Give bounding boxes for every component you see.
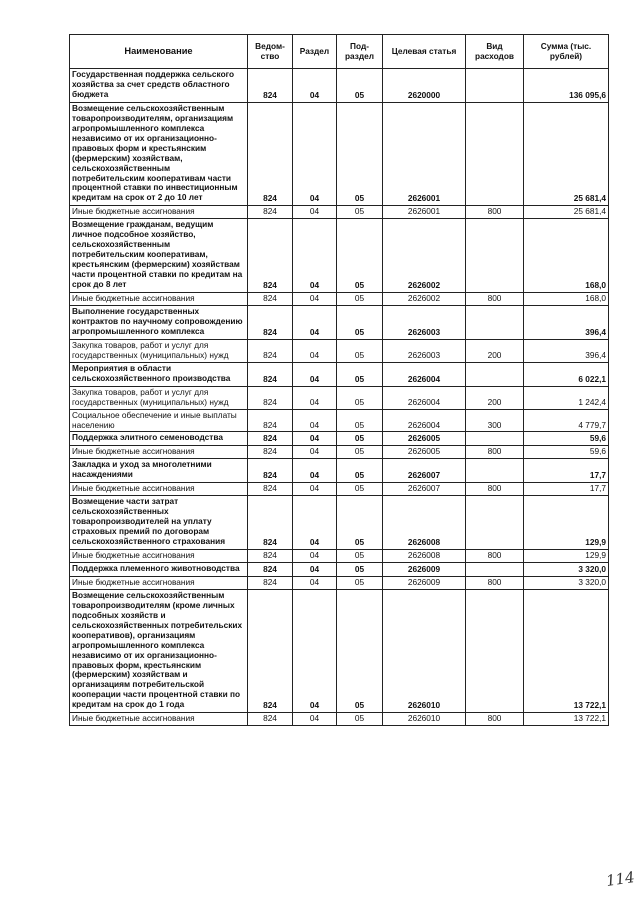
table-body bbox=[70, 69, 609, 726]
cell-name: Иные бюджетные ассигнования bbox=[70, 206, 248, 219]
table-row bbox=[70, 562, 609, 576]
cell-subsection: 05 bbox=[337, 576, 383, 589]
cell-section: 04 bbox=[293, 713, 337, 726]
cell-dept: 824 bbox=[248, 102, 293, 206]
cell-name: Иные бюджетные ассигнования bbox=[70, 713, 248, 726]
cell-subsection: 05 bbox=[337, 459, 383, 483]
cell-subsection: 05 bbox=[337, 409, 383, 432]
cell-exp-type bbox=[466, 432, 524, 446]
cell-dept: 824 bbox=[248, 69, 293, 103]
cell-target: 2626002 bbox=[383, 293, 466, 306]
budget-table bbox=[69, 34, 609, 726]
cell-name: Социальное обеспечение и иные выплаты населению bbox=[70, 409, 248, 432]
cell-dept: 824 bbox=[248, 206, 293, 219]
cell-target: 2626003 bbox=[383, 305, 466, 339]
cell-section: 04 bbox=[293, 386, 337, 409]
cell-sum: 168,0 bbox=[524, 219, 609, 293]
cell-exp-type: 200 bbox=[466, 386, 524, 409]
cell-section: 04 bbox=[293, 576, 337, 589]
table-row bbox=[70, 589, 609, 712]
cell-sum: 396,4 bbox=[524, 339, 609, 362]
cell-dept: 824 bbox=[248, 496, 293, 550]
table-row bbox=[70, 459, 609, 483]
cell-subsection: 05 bbox=[337, 339, 383, 362]
cell-subsection: 05 bbox=[337, 206, 383, 219]
cell-section: 04 bbox=[293, 589, 337, 712]
cell-subsection: 05 bbox=[337, 589, 383, 712]
cell-section: 04 bbox=[293, 549, 337, 562]
cell-section: 04 bbox=[293, 432, 337, 446]
cell-name: Возмещение гражданам, ведущим личное подсобное хозяйство, сельскохозяйственным потребительским кооперативам, крестьянским (фермерским) хозяйствам части процентной ставки по кредитам на срок до 8 лет bbox=[70, 219, 248, 293]
cell-target: 2626004 bbox=[383, 386, 466, 409]
cell-dept: 824 bbox=[248, 713, 293, 726]
cell-section: 04 bbox=[293, 206, 337, 219]
cell-name: Иные бюджетные ассигнования bbox=[70, 576, 248, 589]
cell-exp-type: 200 bbox=[466, 339, 524, 362]
header-target: Целевая статья bbox=[383, 35, 466, 69]
cell-subsection: 05 bbox=[337, 219, 383, 293]
cell-target: 2626003 bbox=[383, 339, 466, 362]
cell-target: 2626009 bbox=[383, 576, 466, 589]
table-row bbox=[70, 339, 609, 362]
cell-dept: 824 bbox=[248, 576, 293, 589]
cell-sum: 25 681,4 bbox=[524, 206, 609, 219]
table-row bbox=[70, 713, 609, 726]
cell-name: Мероприятия в области сельскохозяйственного производства bbox=[70, 362, 248, 386]
table-row bbox=[70, 362, 609, 386]
cell-dept: 824 bbox=[248, 219, 293, 293]
cell-target: 2626005 bbox=[383, 446, 466, 459]
table-row bbox=[70, 102, 609, 206]
cell-sum: 25 681,4 bbox=[524, 102, 609, 206]
table-row bbox=[70, 446, 609, 459]
cell-section: 04 bbox=[293, 69, 337, 103]
cell-section: 04 bbox=[293, 562, 337, 576]
table-row bbox=[70, 293, 609, 306]
cell-exp-type: 800 bbox=[466, 576, 524, 589]
header-sum: Сумма (тыс. рублей) bbox=[524, 35, 609, 69]
cell-section: 04 bbox=[293, 339, 337, 362]
cell-dept: 824 bbox=[248, 409, 293, 432]
cell-name: Поддержка элитного семеноводства bbox=[70, 432, 248, 446]
cell-name: Возмещение сельскохозяйственным товаропроизводителям, организациям агропромышленного комплекса независимо от их организационно-правовых форм и крестьянским (фермерским) хозяйствам, сельскохозяйственным потребительским кооперативам части процентной ставки по инвестиционным кредитам на срок от 2 до 10 лет bbox=[70, 102, 248, 206]
cell-dept: 824 bbox=[248, 339, 293, 362]
table-header-row bbox=[70, 35, 609, 69]
cell-section: 04 bbox=[293, 496, 337, 550]
cell-exp-type bbox=[466, 69, 524, 103]
table-row bbox=[70, 219, 609, 293]
cell-target: 2626009 bbox=[383, 562, 466, 576]
cell-subsection: 05 bbox=[337, 713, 383, 726]
cell-target: 2626007 bbox=[383, 483, 466, 496]
cell-name: Иные бюджетные ассигнования bbox=[70, 483, 248, 496]
cell-target: 2626002 bbox=[383, 219, 466, 293]
cell-exp-type: 300 bbox=[466, 409, 524, 432]
cell-dept: 824 bbox=[248, 446, 293, 459]
cell-section: 04 bbox=[293, 362, 337, 386]
cell-target: 2626005 bbox=[383, 432, 466, 446]
page-number-mark: 114 bbox=[604, 868, 636, 890]
cell-exp-type bbox=[466, 219, 524, 293]
cell-name: Иные бюджетные ассигнования bbox=[70, 549, 248, 562]
cell-target: 2626008 bbox=[383, 549, 466, 562]
cell-section: 04 bbox=[293, 459, 337, 483]
cell-sum: 4 779,7 bbox=[524, 409, 609, 432]
table-row bbox=[70, 69, 609, 103]
cell-target: 2626004 bbox=[383, 409, 466, 432]
cell-target: 2626010 bbox=[383, 713, 466, 726]
table-row bbox=[70, 549, 609, 562]
cell-exp-type bbox=[466, 362, 524, 386]
cell-section: 04 bbox=[293, 483, 337, 496]
table-row bbox=[70, 576, 609, 589]
cell-section: 04 bbox=[293, 305, 337, 339]
cell-exp-type bbox=[466, 589, 524, 712]
cell-dept: 824 bbox=[248, 362, 293, 386]
cell-dept: 824 bbox=[248, 305, 293, 339]
cell-name: Иные бюджетные ассигнования bbox=[70, 446, 248, 459]
cell-subsection: 05 bbox=[337, 69, 383, 103]
cell-name: Закупка товаров, работ и услуг для государственных (муниципальных) нужд bbox=[70, 386, 248, 409]
cell-exp-type bbox=[466, 562, 524, 576]
cell-sum: 396,4 bbox=[524, 305, 609, 339]
cell-target: 2620000 bbox=[383, 69, 466, 103]
cell-exp-type: 800 bbox=[466, 713, 524, 726]
cell-subsection: 05 bbox=[337, 562, 383, 576]
cell-section: 04 bbox=[293, 102, 337, 206]
cell-target: 2626004 bbox=[383, 362, 466, 386]
cell-target: 2626008 bbox=[383, 496, 466, 550]
cell-exp-type bbox=[466, 102, 524, 206]
cell-name: Поддержка племенного животноводства bbox=[70, 562, 248, 576]
cell-sum: 17,7 bbox=[524, 483, 609, 496]
cell-subsection: 05 bbox=[337, 549, 383, 562]
header-subsection: Под-раздел bbox=[337, 35, 383, 69]
cell-sum: 59,6 bbox=[524, 432, 609, 446]
cell-subsection: 05 bbox=[337, 362, 383, 386]
cell-subsection: 05 bbox=[337, 386, 383, 409]
cell-exp-type: 800 bbox=[466, 206, 524, 219]
cell-sum: 1 242,4 bbox=[524, 386, 609, 409]
table-row bbox=[70, 432, 609, 446]
cell-sum: 3 320,0 bbox=[524, 562, 609, 576]
cell-sum: 129,9 bbox=[524, 496, 609, 550]
cell-exp-type: 800 bbox=[466, 293, 524, 306]
cell-sum: 136 095,6 bbox=[524, 69, 609, 103]
header-name: Наименование bbox=[70, 35, 248, 69]
cell-dept: 824 bbox=[248, 459, 293, 483]
cell-subsection: 05 bbox=[337, 496, 383, 550]
cell-sum: 13 722,1 bbox=[524, 713, 609, 726]
cell-name: Возмещение части затрат сельскохозяйственных товаропроизводителей на уплату страховых премий по договорам сельскохозяйственного страхования bbox=[70, 496, 248, 550]
cell-target: 2626007 bbox=[383, 459, 466, 483]
cell-subsection: 05 bbox=[337, 305, 383, 339]
header-section: Раздел bbox=[293, 35, 337, 69]
cell-name: Государственная поддержка сельского хозяйства за счет средств областного бюджета bbox=[70, 69, 248, 103]
cell-name: Иные бюджетные ассигнования bbox=[70, 293, 248, 306]
cell-section: 04 bbox=[293, 293, 337, 306]
cell-section: 04 bbox=[293, 446, 337, 459]
table-row bbox=[70, 496, 609, 550]
cell-exp-type: 800 bbox=[466, 549, 524, 562]
cell-exp-type bbox=[466, 305, 524, 339]
cell-dept: 824 bbox=[248, 589, 293, 712]
cell-sum: 129,9 bbox=[524, 549, 609, 562]
cell-target: 2626001 bbox=[383, 102, 466, 206]
cell-sum: 59,6 bbox=[524, 446, 609, 459]
table-row bbox=[70, 305, 609, 339]
cell-subsection: 05 bbox=[337, 432, 383, 446]
table-row bbox=[70, 206, 609, 219]
cell-name: Возмещение сельскохозяйственным товаропроизводителям (кроме личных подсобных хозяйств и сельскохозяйственных потребительских кооперативов), организациям агропромышленного комплекса независимо от их организационно-правовых форм, крестьянским (фермерским) хозяйствам и организациям потребительской кооперации части процентной ставки по кредитам на срок до 1 года bbox=[70, 589, 248, 712]
cell-exp-type: 800 bbox=[466, 446, 524, 459]
cell-dept: 824 bbox=[248, 386, 293, 409]
header-exp-type: Вид расходов bbox=[466, 35, 524, 69]
cell-target: 2626010 bbox=[383, 589, 466, 712]
cell-section: 04 bbox=[293, 409, 337, 432]
cell-name: Закупка товаров, работ и услуг для государственных (муниципальных) нужд bbox=[70, 339, 248, 362]
cell-sum: 6 022,1 bbox=[524, 362, 609, 386]
cell-exp-type bbox=[466, 496, 524, 550]
cell-subsection: 05 bbox=[337, 446, 383, 459]
cell-subsection: 05 bbox=[337, 293, 383, 306]
cell-dept: 824 bbox=[248, 432, 293, 446]
header-dept: Ведом-ство bbox=[248, 35, 293, 69]
cell-sum: 17,7 bbox=[524, 459, 609, 483]
cell-dept: 824 bbox=[248, 562, 293, 576]
table-row bbox=[70, 483, 609, 496]
table-row bbox=[70, 409, 609, 432]
cell-sum: 3 320,0 bbox=[524, 576, 609, 589]
cell-subsection: 05 bbox=[337, 102, 383, 206]
cell-subsection: 05 bbox=[337, 483, 383, 496]
cell-section: 04 bbox=[293, 219, 337, 293]
cell-exp-type: 800 bbox=[466, 483, 524, 496]
table-row bbox=[70, 386, 609, 409]
cell-sum: 168,0 bbox=[524, 293, 609, 306]
cell-dept: 824 bbox=[248, 483, 293, 496]
cell-target: 2626001 bbox=[383, 206, 466, 219]
cell-name: Закладка и уход за многолетними насаждениями bbox=[70, 459, 248, 483]
cell-dept: 824 bbox=[248, 293, 293, 306]
cell-exp-type bbox=[466, 459, 524, 483]
cell-sum: 13 722,1 bbox=[524, 589, 609, 712]
cell-name: Выполнение государственных контрактов по научному сопровождению агропромышленного комплекса bbox=[70, 305, 248, 339]
cell-dept: 824 bbox=[248, 549, 293, 562]
